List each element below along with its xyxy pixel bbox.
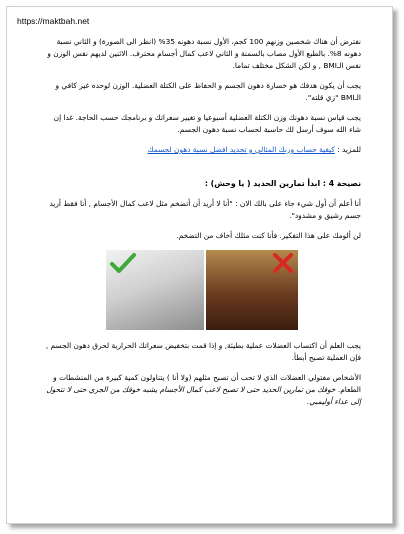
olympic-runner-analogy: خوفك من تمارين الحديد حتى لا تصبح لاعب كمال الأجسام يشبه خوفك من الجري حتى لا تتحول إلى عداء أوليمبي. — [46, 385, 361, 406]
paragraph-body-fat-example: نفترض أن هناك شخصين وزنهم 100 كجم، الأول نسبة دهونه 35% (انظر الى الصورة) و الثاني نسبة دهونه 8%. بالطبع الأول مصاب بالسمنة و الثاني لاعب كمال أجسام محترف. الاثنين لديهم نفس الوزن و نفس الـBMI , و لكن الشكل مختلف تماما. — [47, 37, 361, 70]
paragraph-fear-bulk: أنا أعلم أن أول شيء جاء على بالك الان : "أنا لا أريد أن أتضخم مثل لاعب كمال الأجسام , أنا فقط أريد جسم رشيق و مشدود". — [49, 199, 361, 220]
check-mark-icon — [110, 252, 136, 274]
tip-heading: نصيحة 4 : ابدأ تمارين الحديد ( يا وحش) : — [204, 179, 361, 188]
article-body — [41, 36, 361, 416]
document-page — [6, 6, 393, 524]
cross-mark-icon — [272, 252, 294, 274]
paragraph-slow-process: يجب العلم أن اكتساب العضلات عملية بطيئة, و إذا قمت بتخفيض سعراتك الحرارية لحرق دهون الجسم , فإن العملية تصبح أبطأ. — [45, 341, 361, 362]
more-info-line — [41, 144, 361, 156]
ideal-weight-link[interactable]: كيفية حساب وزنك المثالي و تحديد افضل نسبة دهون لجسمك — [147, 145, 335, 154]
steroids-text: الأشخاص مفتولي العضلات الذي لا تحب أن تصبح مثلهم (ولا أنا ) يتناولون كمية كبيرة من المنشطات و الطعام. — [53, 373, 361, 394]
comparison-figure — [106, 250, 296, 330]
paragraph-dont-blame: لن ألومك على هذا التفكير. فأنا كنت مثلك أخاف من التضخم. — [176, 231, 361, 240]
paragraph-steroids — [41, 372, 361, 408]
page-url: https://maktbah.net — [17, 16, 90, 26]
paragraph-measure: يجب قياس نسبة دهونك وزن الكتلة العضلية أسبوعيا و تغيير سعراتك و برنامجك حسب الحاجة. غدا إن شاء الله سوف أرسل لك حاسبة لحساب نسبة دهون الجسم. — [53, 113, 361, 134]
paragraph-goal: يجب أن يكون هدفك هو خسارة دهون الجسم و الحفاظ على الكتلة العضلية. الوزن لوحده غير كافي و الـBMI "زي قلته". — [55, 81, 361, 102]
more-label: للمزيد : — [337, 145, 361, 154]
